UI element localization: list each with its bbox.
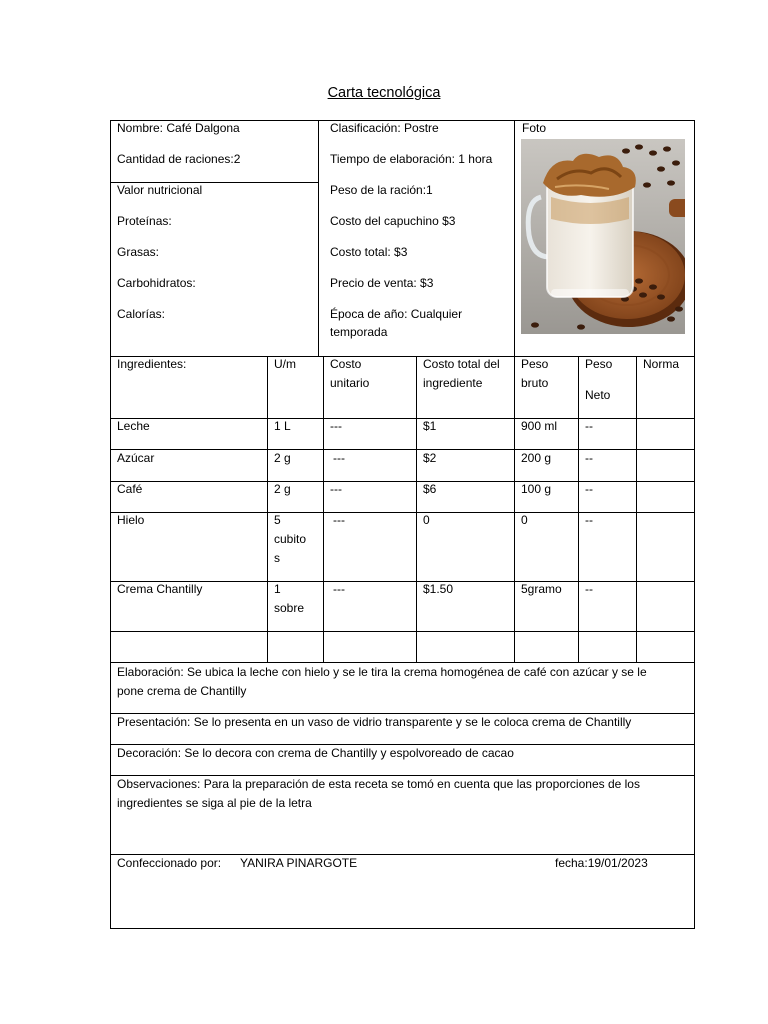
table-cell: 1 <box>274 582 281 596</box>
servings: Cantidad de raciones:2 <box>117 152 241 166</box>
proteins-label: Proteínas: <box>117 214 172 228</box>
col-header-net-weight: Peso <box>585 357 613 371</box>
table-cell: $2 <box>423 451 437 465</box>
table-cell: --- <box>333 451 345 465</box>
col-header-net-weight-2: Neto <box>585 388 611 402</box>
table-cell: Hielo <box>117 513 145 527</box>
season-line-1: Época de año: Cualquier <box>330 307 463 321</box>
divider <box>416 356 417 662</box>
table-cell: 200 g <box>521 451 552 465</box>
table-cell: --- <box>330 419 342 433</box>
divider <box>267 356 268 662</box>
table-cell: 0 <box>521 513 528 527</box>
divider <box>578 356 579 662</box>
divider <box>110 512 695 513</box>
divider <box>110 449 695 450</box>
elaboration-text-2: pone crema de Chantilly <box>117 684 247 698</box>
total-cost: Costo total: $3 <box>330 245 408 259</box>
col-header-unit-cost: Costo <box>330 357 362 371</box>
table-cell: 100 g <box>521 482 552 496</box>
table-cell: --- <box>330 482 342 496</box>
observations-text: Observaciones: Para la preparación de esta receta se tomó en cuenta que las proporciones de los <box>117 777 640 791</box>
date: fecha:19/01/2023 <box>555 856 648 870</box>
table-cell: -- <box>585 482 593 496</box>
table-cell: --- <box>333 513 345 527</box>
prep-time: Tiempo de elaboración: 1 hora <box>330 152 493 166</box>
sale-price: Precio de venta: $3 <box>330 276 434 290</box>
col-header-unit-cost-2: unitario <box>330 376 370 390</box>
divider <box>636 356 637 662</box>
season-line-2: temporada <box>330 325 388 339</box>
table-cell: Café <box>117 482 143 496</box>
elaboration-text: Elaboración: Se ubica la leche con hielo y se le tira la crema homogénea de café con azúcar y se le <box>117 665 647 679</box>
table-cell: 5 <box>274 513 281 527</box>
decoration-text: Decoración: Se lo decora con crema de Chantilly y espolvoreado de cacao <box>117 746 514 760</box>
table-cell: sobre <box>274 601 305 615</box>
divider <box>110 481 695 482</box>
table-cell: -- <box>585 451 593 465</box>
table-cell: 2 g <box>274 451 291 465</box>
calories-label: Calorías: <box>117 307 166 321</box>
col-header-total-cost-2: ingrediente <box>423 376 483 390</box>
col-header-gross-weight-2: bruto <box>521 376 549 390</box>
photo-label: Foto <box>522 121 547 135</box>
presentation-text: Presentación: Se lo presenta en un vaso de vidrio transparente y se le coloca crema de Chantilly <box>117 715 632 729</box>
portion-weight: Peso de la ración:1 <box>330 183 433 197</box>
divider <box>318 120 319 356</box>
table-cell: 2 g <box>274 482 291 496</box>
observations-text-2: ingredientes se siga al pie de la letra <box>117 796 312 810</box>
recipe-name: Nombre: Café Dalgona <box>117 121 240 135</box>
dalgona-coffee-photo <box>521 139 685 334</box>
table-cell: cubito <box>274 532 307 546</box>
col-header-total-cost: Costo total del <box>423 357 500 371</box>
col-header-unit: U/m <box>274 357 296 371</box>
table-cell: 900 ml <box>521 419 558 433</box>
table-cell: Azúcar <box>117 451 155 465</box>
divider <box>323 356 324 662</box>
col-header-norm: Norma <box>643 357 680 371</box>
table-cell: -- <box>585 513 593 527</box>
cappuccino-cost: Costo del capuchino $3 <box>330 214 456 228</box>
table-cell: $1.50 <box>423 582 454 596</box>
col-header-ingredients: Ingredientes: <box>117 357 187 371</box>
prepared-by-label: Confeccionado por: <box>117 856 222 870</box>
table-cell: Leche <box>117 419 150 433</box>
divider <box>514 120 515 356</box>
classification: Clasificación: Postre <box>330 121 439 135</box>
table-cell: $6 <box>423 482 437 496</box>
col-header-gross-weight: Peso <box>521 357 549 371</box>
table-cell: 1 L <box>274 419 291 433</box>
divider <box>514 356 515 662</box>
nutrition-heading: Valor nutricional <box>117 183 203 197</box>
fats-label: Grasas: <box>117 245 160 259</box>
prepared-by-name: YANIRA PINARGOTE <box>240 856 358 870</box>
divider <box>110 631 695 632</box>
table-cell: --- <box>333 582 345 596</box>
table-cell: s <box>274 551 280 565</box>
table-cell: -- <box>585 582 593 596</box>
table-cell: 0 <box>423 513 430 527</box>
table-cell: -- <box>585 419 593 433</box>
table-cell: 5gramo <box>521 582 562 596</box>
document-title: Carta tecnológica <box>327 85 441 101</box>
carbs-label: Carbohidratos: <box>117 276 196 290</box>
table-cell: Crema Chantilly <box>117 582 203 596</box>
table-cell: $1 <box>423 419 437 433</box>
divider <box>110 418 695 419</box>
